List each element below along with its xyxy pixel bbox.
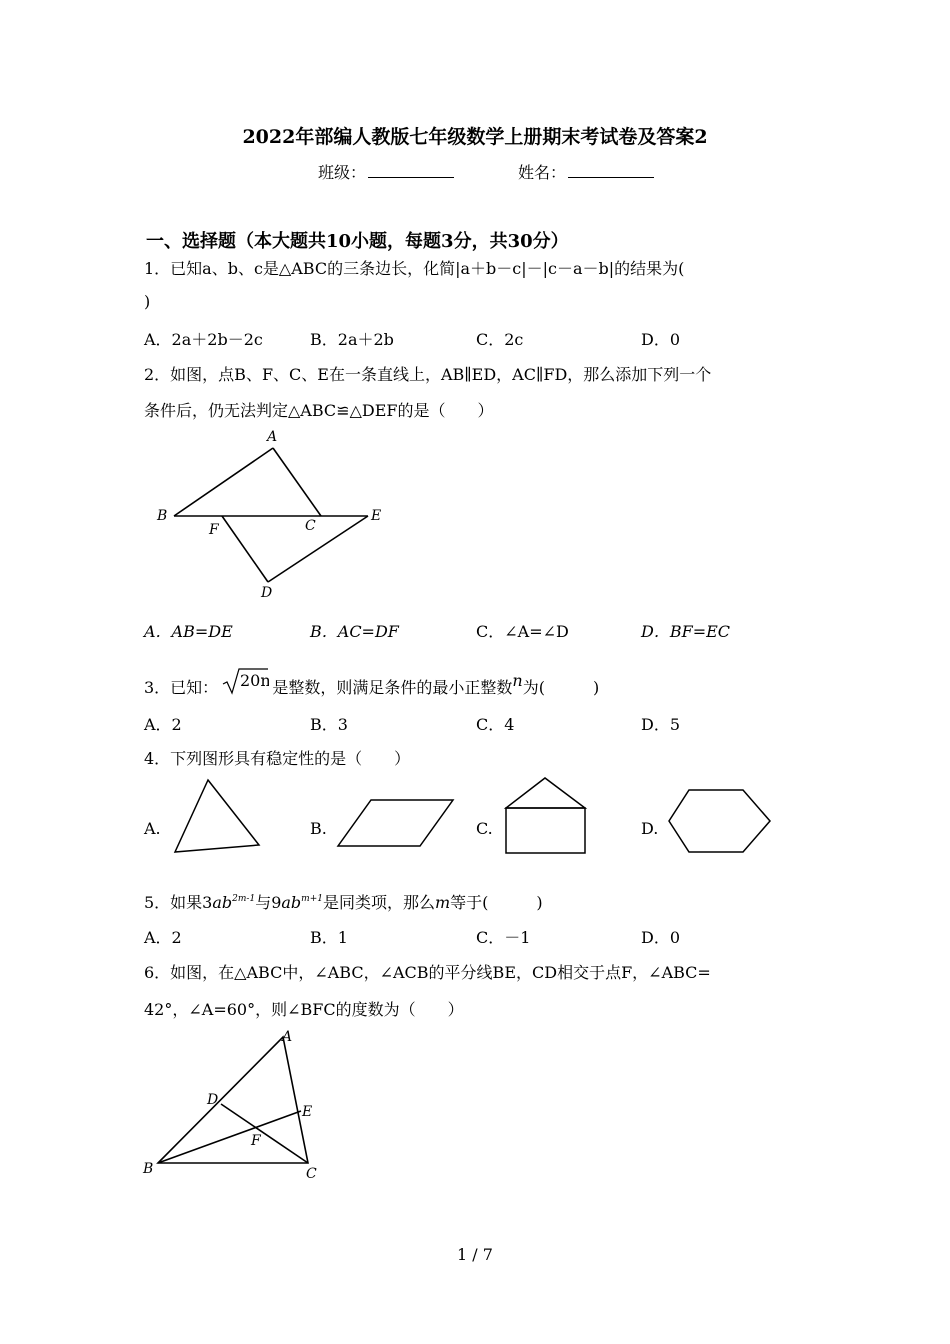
name-blank bbox=[568, 163, 654, 178]
q1-stem-line2: ) bbox=[144, 292, 151, 311]
q5-t1: ab bbox=[212, 893, 233, 912]
q6-label-c: C bbox=[306, 1166, 317, 1182]
page-number: 1 / 7 bbox=[457, 1245, 493, 1264]
q6-triangle-abc bbox=[158, 1037, 308, 1163]
q5-p3: 是同类项，那么 bbox=[322, 893, 435, 912]
q2-option-d: D．BF=EC bbox=[641, 622, 731, 641]
q2-label-a: A bbox=[267, 429, 278, 445]
q6-stem-line2: 42°，∠A=60°，则∠BFC的度数为（ ） bbox=[144, 1000, 464, 1019]
q2-seg-de bbox=[268, 516, 368, 582]
section-heading: 一、选择题（本大题共10小题，每题3分，共30分） bbox=[146, 231, 569, 252]
q4-parallelogram-figure bbox=[335, 795, 460, 855]
q3-option-a: A．2 bbox=[144, 715, 182, 734]
q2-stem-line1: 2．如图，点B、F、C、E在一条直线上，AB∥ED，AC∥FD，那么添加下列一个 bbox=[144, 365, 712, 384]
q4-stem: 4．下列图形具有稳定性的是（ ） bbox=[144, 749, 411, 768]
q2-stem-line2: 条件后，仍无法判定△ABC≌△DEF的是（ ） bbox=[144, 401, 494, 420]
q3-radicand: 20n bbox=[240, 671, 270, 690]
q2-seg-ab bbox=[174, 448, 273, 516]
q1-stem-line1: 1．已知a、b、c是△ABC的三条边长，化简|a＋b－c|－|c－a－b|的结果为( bbox=[144, 259, 685, 278]
q5-t2: ab bbox=[281, 893, 302, 912]
q6-label-e: E bbox=[302, 1104, 313, 1120]
q6-label-f: F bbox=[251, 1133, 261, 1149]
q4-house-figure bbox=[500, 774, 592, 858]
q4-house-roof bbox=[506, 778, 585, 808]
q3-prefix: 3．已知： bbox=[144, 678, 219, 697]
q3-var: n bbox=[512, 671, 523, 690]
q5-t3: m bbox=[434, 893, 451, 912]
q5-p1: 5．如果3 bbox=[144, 893, 213, 912]
q5-p2: 与9 bbox=[255, 893, 282, 912]
q1-option-d: D．0 bbox=[641, 330, 681, 349]
q6-stem-line1: 6．如图，在△ABC中，∠ABC，∠ACB的平分线BE，CD相交于点F，∠ABC= bbox=[144, 963, 711, 982]
q3-option-b: B．3 bbox=[310, 715, 348, 734]
q2-label-b: B bbox=[157, 508, 168, 524]
q3-suffix: 为( ) bbox=[522, 678, 600, 697]
q4-option-c: C. bbox=[476, 819, 493, 838]
q2-seg-fd bbox=[222, 516, 268, 582]
name-field bbox=[518, 160, 654, 183]
q3-middle: 是整数，则满足条件的最小正整数 bbox=[272, 678, 513, 697]
q3-radical bbox=[221, 666, 269, 696]
q4-triangle bbox=[175, 780, 259, 852]
q2-option-a: A．AB=DE bbox=[144, 622, 233, 641]
q1-option-b: B．2a＋2b bbox=[310, 330, 394, 349]
q5-stem bbox=[144, 890, 543, 913]
q5-e1: 2m-1 bbox=[232, 894, 256, 904]
q4-parallelogram bbox=[338, 800, 453, 846]
q6-figure bbox=[138, 1025, 338, 1185]
q6-label-a: A bbox=[282, 1029, 293, 1045]
q5-e2: m+1 bbox=[301, 894, 323, 904]
name-label: 姓名： bbox=[518, 163, 567, 182]
q4-option-b: B. bbox=[310, 819, 327, 838]
q3-option-c: C．4 bbox=[476, 715, 515, 734]
q6-bisector-be bbox=[158, 1111, 301, 1163]
q6-label-d: D bbox=[207, 1092, 219, 1108]
q5-option-a: A．2 bbox=[144, 928, 182, 947]
q2-figure bbox=[150, 425, 400, 605]
q4-triangle-figure bbox=[170, 775, 265, 860]
q4-hexagon bbox=[669, 790, 770, 852]
q2-seg-ac bbox=[273, 448, 321, 516]
q6-label-b: B bbox=[143, 1161, 154, 1177]
class-blank bbox=[368, 163, 454, 178]
page-title: 2022年部编人教版七年级数学上册期末考试卷及答案2 bbox=[242, 126, 708, 148]
q3-option-d: D．5 bbox=[641, 715, 681, 734]
q2-label-f: F bbox=[209, 522, 219, 538]
q2-option-b: B．AC=DF bbox=[310, 622, 399, 641]
q2-label-c: C bbox=[305, 518, 316, 534]
q4-option-a: A. bbox=[144, 819, 161, 838]
q4-house-body bbox=[506, 808, 585, 853]
q2-label-e: E bbox=[371, 508, 382, 524]
q3-stem bbox=[144, 666, 599, 698]
q2-label-d: D bbox=[261, 585, 273, 601]
class-field bbox=[318, 160, 454, 183]
q4-hexagon-figure bbox=[664, 785, 776, 857]
q1-option-a: A．2a＋2b－2c bbox=[144, 330, 263, 349]
q5-p4: 等于( ) bbox=[450, 893, 543, 912]
q5-option-b: B．1 bbox=[310, 928, 348, 947]
q4-option-d: D. bbox=[641, 819, 659, 838]
q5-option-c: C．－1 bbox=[476, 928, 531, 947]
class-label: 班级： bbox=[318, 163, 367, 182]
q1-option-c: C．2c bbox=[476, 330, 524, 349]
q2-option-c: C．∠A=∠D bbox=[476, 622, 569, 641]
q5-option-d: D．0 bbox=[641, 928, 681, 947]
